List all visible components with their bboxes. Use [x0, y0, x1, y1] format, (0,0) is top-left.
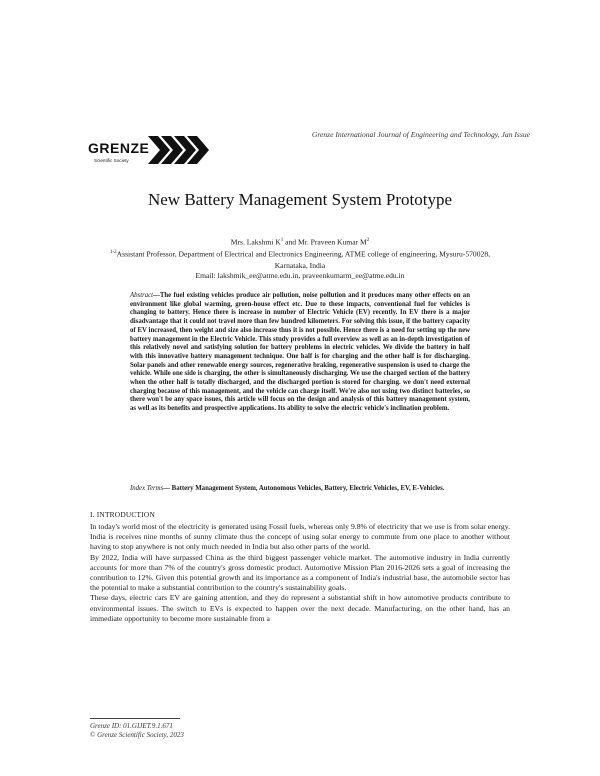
affiliation-sup: 1-2: [109, 250, 117, 256]
abstract-label: Abstract: [130, 292, 154, 299]
section-heading: I. INTRODUCTION: [90, 510, 155, 519]
grenze-id: Grenze ID: 01.GIJET.9.1.671: [90, 722, 173, 730]
author-email: Email: lakshmik_ee@atme.edu.in, praveenkumarm_ee@atme.edu.in: [195, 271, 405, 281]
grenze-logo: [88, 134, 210, 168]
author-block: [0, 236, 600, 282]
paragraph: These days, electric cars EV are gaining attention, and they do represent a substantial shift in how automotive products contribute to environmental issues. The switch to EVs is expected to happen over the next decade. Manufacturing, on the other hand, has an immediate opportunity to become more sustainable from a: [90, 593, 510, 623]
affiliation: [0, 248, 600, 260]
author-1: Mrs. Lakshmi K: [230, 237, 281, 247]
index-terms-text: — Battery Management System, Autonomous Vehicles, Battery, Electric Vehicles, EV, E-Vehicles.: [163, 485, 445, 492]
paper-title: New Battery Management System Prototype: [147, 190, 453, 209]
author-1-sup: 1: [280, 238, 284, 243]
paragraph: By 2022, India will have surpassed China as the third biggest passenger vehicle market. The automotive industry in India currently accounts for more than 7% of the country's gross domestic product. Automotive Mission Plan 2016-2026 sets a goal of increasing the contribution to 12%. Given this potential growth and its importance as a component of India's industrial base, the automobile sector has the potential to make a substantial contribution to the country's sustainability goals.: [90, 552, 510, 593]
index-terms: [130, 485, 470, 494]
body-text: [90, 522, 510, 624]
author-2-sup: 2: [366, 238, 370, 243]
journal-name: Grenze International Journal of Engineering and Technology, Jan Issue: [311, 130, 530, 139]
copyright: © Grenze Scientific Society, 2023: [90, 731, 184, 739]
logo-word: GRENZE: [88, 140, 150, 156]
logo-subtitle: Scientific Society: [94, 158, 129, 163]
abstract: [130, 292, 470, 414]
author-join: and Mr. Praveen Kumar M: [283, 237, 367, 247]
author-names: [0, 236, 600, 248]
affiliation-line-2: Karnataka, India: [274, 260, 326, 270]
abstract-text: —The fuel existing vehicles produce air pollution, noise pollution and it produces many other effects on an environment like global warming, green-house effect etc. Due to these impacts, conventional fuel for vehicles is changing to battery. Hence there is increase in number of Electric Vehicle (EV) recently. In EV there is a major disadvantage that it could not travel more than few hundred kilometers. For solving this issue, if the battery capacity of EV increased, then weight and size also increase thus it is not possible. Hence there is a need for setting up the new battery management in the Electric Vehicle. This study provides a full overview as well as an in-depth investigation of this relatively novel and satisfying solution for battery problems in electric vehicles. We divide the battery in half with this innovative battery management technique. One half is for charging and the other half is for discharging. Solar panels and other renewable energy sources, regenerative braking, regenerative suspension is used to charge the vehicle. While one side is charging, the other is simultaneously discharging. We use the charged section of the battery when the other half is totally discharged, and the discharged portion is stored for charging. we don't need external charging because of this management, and the vehicle can charge itself. We're also not using two distinct batteries, so there won't be any space issues, this article will focus on the design and analysis of this battery management system, as well as its benefits and prospective applications. Its ability to solve the electric vehicle's inclination problem.: [130, 292, 470, 413]
index-terms-label: Index Terms: [130, 485, 164, 492]
footer-rule: [90, 718, 180, 719]
affiliation-text: Assistant Professor, Department of Electrical and Electronics Engineering, ATME college of engineering, Mysuru-570028,: [116, 249, 491, 259]
paragraph: In today's world most of the electricity is generated using Fossil fuels, whereas only 9.8% of electricity that we use is from solar energy. India is receives nine months of sunny climate thus the concept of using solar energy to commute from one place to another without having to stop anywhere is not only much needed in India but also other parts of the world.: [90, 522, 510, 552]
footer: [90, 722, 184, 740]
chevron-arrows-icon: [148, 134, 210, 166]
